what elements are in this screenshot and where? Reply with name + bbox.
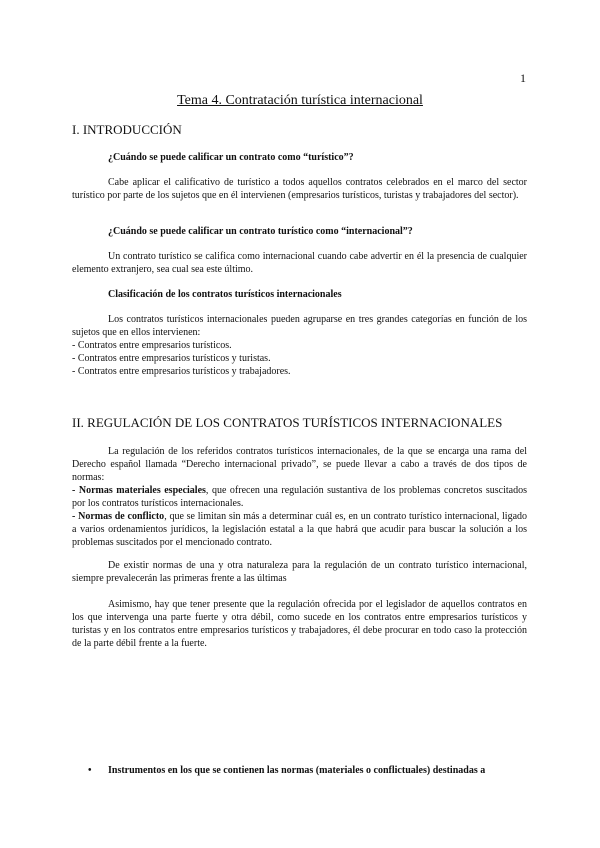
category-list (72, 339, 527, 378)
section-heading-introduccion: I. INTRODUCCIÓN (72, 122, 182, 137)
paragraph-proteccion: Asimismo, hay que tener presente que la regulación ofrecida por el legislador de aquellos contratos en los que intervenga una parte fuerte y otra débil, como sucede en los contratos entre empresarios turísticos y turistas y en los contratos entre empresarios turísticos y trabajadores, él debe procurar en todo caso la protección de la parte débil frente a la fuerte. (72, 599, 527, 649)
norm-item-materiales (72, 484, 527, 510)
bullet-icon: • (88, 765, 92, 776)
paragraph-internacional: Un contrato turístico se califica como internacional cuando cabe advertir en él la presencia de cualquier elemento extranjero, sea cual sea este último. (72, 251, 527, 275)
norm-description-conflicto: , que se limitan sin más a determinar cuál es, en un contrato turístico internacional, ligado a varios ordenamientos jurídicos, la legislación estatal a la que habrá que acudir para buscar la solución a los problemas suscitados por el mencionado contrato. (72, 511, 528, 548)
paragraph-turistico: Cabe aplicar el calificativo de turístico a todos aquellos contratos celebrados en el marco del sector turístico por parte de los sujetos que en él intervienen (empresarios turísticos, turistas y trabajadores del sector). (72, 177, 527, 201)
bullet-text: Instrumentos en los que se contienen las normas (materiales o conflictuales) destinadas a (108, 765, 486, 776)
paragraph-clasificacion: Los contratos turísticos internacionales pueden agruparse en tres grandes categorías en función de los sujetos que en ellos intervienen: (72, 314, 527, 338)
question-turistico: ¿Cuándo se puede calificar un contrato como “turístico”? (108, 152, 354, 163)
page-number: 1 (520, 71, 526, 85)
question-internacional: ¿Cuándo se puede calificar un contrato turístico como “internacional”? (108, 226, 413, 237)
list-item: - Contratos entre empresarios turísticos. (72, 340, 232, 351)
bullet-item-instrumentos (88, 765, 485, 776)
norm-term-materiales: - Normas materiales especiales (72, 485, 206, 496)
paragraph-prevalencia: De existir normas de una y otra naturaleza para la regulación de un contrato turístico internacional, siempre prevalecerán las primeras frente a las últimas (72, 560, 527, 584)
document-title: Tema 4. Contratación turística internacional (177, 93, 423, 108)
section-heading-regulacion: II. REGULACIÓN DE LOS CONTRATOS TURÍSTICOS INTERNACIONALES (72, 415, 503, 430)
subheading-clasificacion: Clasificación de los contratos turísticos internacionales (108, 289, 342, 300)
norm-term-conflicto: - Normas de conflicto (72, 511, 165, 522)
norm-description-materiales: , que ofrecen una regulación sustantiva de los problemas concretos suscitados por los contratos turísticos internacionales. (72, 485, 527, 509)
norm-item-conflicto (72, 510, 527, 549)
paragraph-regulacion: La regulación de los referidos contratos turísticos internacionales, de la que se encarga una rama del Derecho español llamada “Derecho internacional privado”, se puede llevar a cabo a través de dos tipos de normas: (72, 446, 527, 483)
list-item: - Contratos entre empresarios turísticos y turistas. (72, 353, 271, 364)
list-item: - Contratos entre empresarios turísticos y trabajadores. (72, 366, 291, 377)
